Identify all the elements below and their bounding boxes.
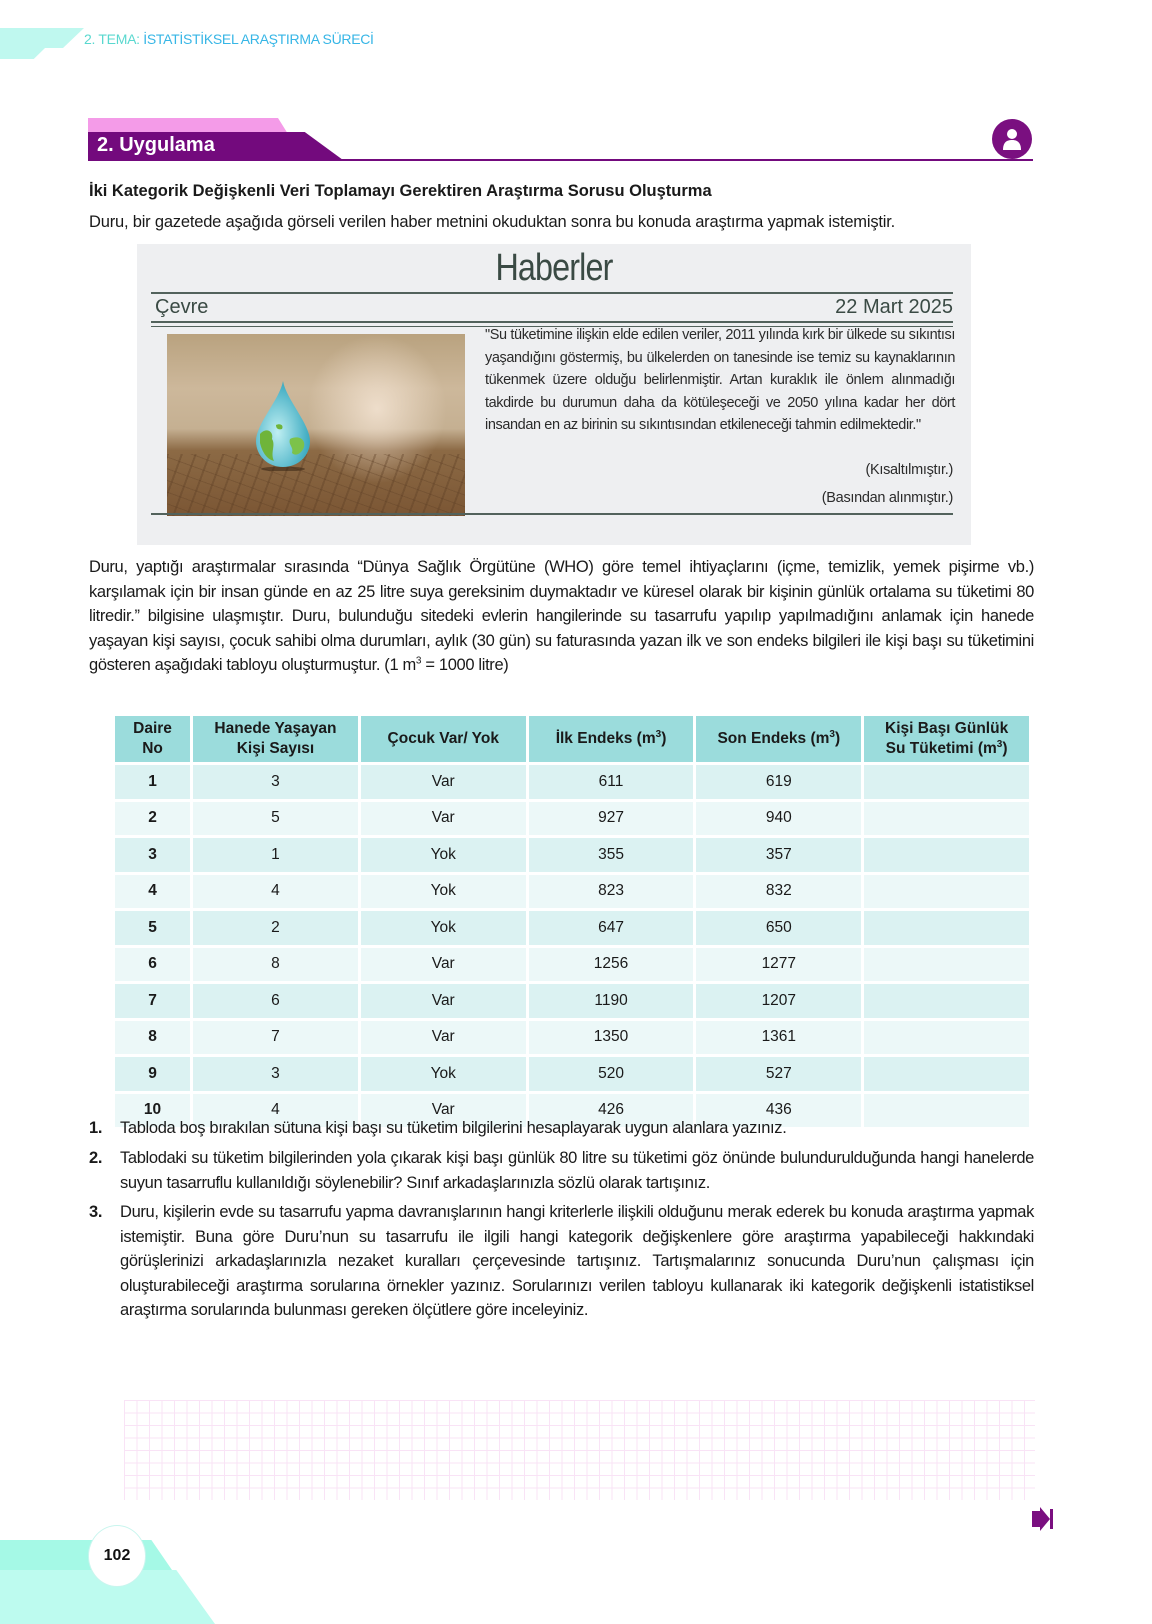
col-header-last-index: Son Endeks $(m^3)$ <box>696 716 861 762</box>
water-drop-icon <box>254 379 312 471</box>
source-note: (Basından alınmıştır.) <box>821 490 953 506</box>
water-consumption-table <box>112 713 1032 1130</box>
cell-last-index: 357 <box>696 838 861 872</box>
question-text: Tablodaki su tüketim bilgilerinden yola çıkarak kişi başı günlük 80 litre su tüketimi göz önünde bulundurulduğunda hangi hanelerde suyun tasarruflu kullanıldığı söylenebilir? Sınıf arkadaşlarınızla sözlü olarak tartışınız. <box>120 1149 1034 1192</box>
theme-name: İSTATİSTİKSEL ARAŞTIRMA SÜRECİ <box>143 31 374 47</box>
next-page-arrow-icon[interactable] <box>1032 1507 1054 1531</box>
cell-first-index: 1256 <box>529 948 694 982</box>
col-header-people: Hanede Yaşayan Kişi Sayısı <box>193 716 358 762</box>
table-row <box>115 911 1029 945</box>
cell-last-index: 1361 <box>696 1021 861 1055</box>
table-row <box>115 1057 1029 1091</box>
cell-child: Var <box>361 1094 526 1128</box>
cell-per-person-input[interactable] <box>864 765 1029 799</box>
cell-per-person-input[interactable] <box>864 875 1029 909</box>
question-3 <box>89 1200 1034 1323</box>
water-drop-earth-image <box>167 334 465 516</box>
cell-per-person-input[interactable] <box>864 1057 1029 1091</box>
divider <box>151 292 953 294</box>
cell-people: 2 <box>193 911 358 945</box>
cell-last-index: 650 <box>696 911 861 945</box>
divider <box>151 513 953 515</box>
cell-last-index: 619 <box>696 765 861 799</box>
cell-per-person-input[interactable] <box>864 1021 1029 1055</box>
table-row <box>115 984 1029 1018</box>
question-text: Tabloda boş bırakılan sütuna kişi başı su tüketim bilgilerini hesaplayarak uygun alanlara yazınız. <box>120 1119 787 1137</box>
activity-heading: İki Kategorik Değişkenli Veri Toplamayı Gerektiren Araştırma Sorusu Oluşturma <box>89 182 712 200</box>
cell-child: Yok <box>361 875 526 909</box>
cell-people: 4 <box>193 875 358 909</box>
cell-per-person-input[interactable] <box>864 838 1029 872</box>
news-category: Çevre <box>155 296 209 318</box>
activity-intro: Duru, bir gazetede aşağıda görseli verilen haber metnini okuduktan sonra bu konuda araştırma yapmak istemiştir. <box>89 213 895 231</box>
cell-people: 7 <box>193 1021 358 1055</box>
cell-no: 5 <box>115 911 190 945</box>
cell-no: 3 <box>115 838 190 872</box>
question-1 <box>89 1116 1034 1141</box>
cell-last-index: 1207 <box>696 984 861 1018</box>
cell-no: 4 <box>115 875 190 909</box>
table-row <box>115 948 1029 982</box>
cell-child: Var <box>361 765 526 799</box>
cell-no: 7 <box>115 984 190 1018</box>
table-row <box>115 838 1029 872</box>
cell-first-index: 355 <box>529 838 694 872</box>
cell-people: 4 <box>193 1094 358 1128</box>
cell-per-person-input[interactable] <box>864 984 1029 1018</box>
theme-prefix: 2. TEMA: <box>84 31 140 47</box>
news-date: 22 Mart 2025 <box>835 296 953 318</box>
table-row <box>115 765 1029 799</box>
section-title: 2. Uygulama <box>97 134 215 156</box>
table-row <box>115 802 1029 836</box>
cell-first-index: 520 <box>529 1057 694 1091</box>
cell-people: 1 <box>193 838 358 872</box>
cell-no: 9 <box>115 1057 190 1091</box>
cell-no: 10 <box>115 1094 190 1128</box>
cell-first-index: 927 <box>529 802 694 836</box>
page-number-badge <box>88 1525 146 1587</box>
cell-last-index: 527 <box>696 1057 861 1091</box>
paragraph-text-end: = 1000 litre) <box>421 656 509 674</box>
cell-last-index: 832 <box>696 875 861 909</box>
footer-decoration <box>0 1540 172 1570</box>
cell-last-index: 1277 <box>696 948 861 982</box>
cell-child: Var <box>361 1021 526 1055</box>
problem-paragraph <box>89 555 1034 678</box>
cell-people: 5 <box>193 802 358 836</box>
table-header-row <box>115 716 1029 762</box>
cell-no: 2 <box>115 802 190 836</box>
cell-no: 8 <box>115 1021 190 1055</box>
question-number: 1. <box>89 1119 103 1137</box>
paragraph-text: Duru, yaptığı araştırmalar sırasında “Dünya Sağlık Örgütüne (WHO) göre temel ihtiyaçlarını (içme, temizlik, yemek pişirme vb.) karşılamak için bir insan günde en az 25 litre suya gereksinim duymaktadır ve küresel olarak bir kişinin günlük ortalama su tüketimi 80 litredir.” bilgisine ulaşmıştır. Duru, bulunduğu sitedeki evlerin hangilerinde su tasarrufu yapılıp yapılmadığını anlamak için hanede yaşayan kişi sayısı, çocuk sahibi olma durumları, aylık (30 gün) su faturasında yazan ilk ve son endeks bilgileri ile kişi başı su tüketimini gösteren aşağıdaki tabloyu oluşturmuştur. (1 m <box>89 558 1034 674</box>
cell-first-index: 426 <box>529 1094 694 1128</box>
cell-last-index: 940 <box>696 802 861 836</box>
cell-people: 3 <box>193 1057 358 1091</box>
cell-people: 6 <box>193 984 358 1018</box>
table-row <box>115 1021 1029 1055</box>
cell-first-index: 823 <box>529 875 694 909</box>
cell-last-index: 436 <box>696 1094 861 1128</box>
cell-people: 8 <box>193 948 358 982</box>
col-header-per-person: Kişi Başı Günlük Su Tüketimi $(m^3)$ <box>864 716 1029 762</box>
answer-grid-area[interactable] <box>124 1400 1035 1500</box>
cell-child: Yok <box>361 1057 526 1091</box>
cell-first-index: 611 <box>529 765 694 799</box>
abridged-note: (Kısaltılmıştır.) <box>865 462 953 478</box>
table-row <box>115 875 1029 909</box>
cell-child: Var <box>361 802 526 836</box>
cell-child: Yok <box>361 911 526 945</box>
cell-first-index: 647 <box>529 911 694 945</box>
question-number: 3. <box>89 1203 103 1221</box>
news-clipping <box>137 244 971 545</box>
superscript: 3 <box>415 655 422 667</box>
page-number: 102 <box>103 1547 131 1564</box>
col-header-child: Çocuk Var/ Yok <box>361 716 526 762</box>
section-bar <box>88 118 1035 162</box>
cell-per-person-input[interactable] <box>864 911 1029 945</box>
cell-child: Var <box>361 984 526 1018</box>
cell-people: 3 <box>193 765 358 799</box>
question-2 <box>89 1146 1034 1195</box>
cell-no: 6 <box>115 948 190 982</box>
cell-child: Var <box>361 948 526 982</box>
col-header-daire-no: Daire No <box>115 716 190 762</box>
col-header-first-index: İlk Endeks $(m^3)$ <box>529 716 694 762</box>
cell-first-index: 1190 <box>529 984 694 1018</box>
divider <box>151 321 953 323</box>
news-title: Haberler <box>495 247 613 289</box>
cell-per-person-input[interactable] <box>864 948 1029 982</box>
cell-no: 1 <box>115 765 190 799</box>
theme-title <box>84 31 374 47</box>
cell-child: Yok <box>361 838 526 872</box>
header-decoration <box>0 28 90 62</box>
question-number: 2. <box>89 1149 103 1167</box>
question-text: Duru, kişilerin evde su tasarrufu yapma davranışlarının hangi kriterlerle ilişkili olduğunu merak ederek bu konuda araştırma yapmak istemiştir. Buna göre Duru’nun su tasarrufu ile ilgili hangi kategorik değişkenlere göre araştırma yapabileceği hakkındaki görüşlerinizi arkadaşlarınızla nezaket kuralları çerçevesinde tartışınız. Tartışmalarınız sonucunda Duru’nun çalışması için oluşturabileceği araştırma sorularına örnekler yazınız. Sorularınızı verilen tabloyu kullanarak iki kategorik değişkenli istatistiksel araştırma sorularında bulunması gereken ölçütlere göre inceleyiniz. <box>120 1203 1034 1319</box>
news-text: "Su tüketimine ilişkin elde edilen veriler, 2011 yılında kırk bir ülkede su sıkıntısı yaşandığını göstermiş, bu ülkelerden on tanesinde ise temiz su kaynaklarının tükenmek üzere olduğu belirlenmiştir. Artan kuraklık ile önlem alınmadığı takdirde bu durumun daha da kötüleşeceği ve 2050 yılına kadar her dört insandan en az birinin su sıkıntısından etkileneceği tahmin edilmektedir." <box>485 327 955 433</box>
cell-per-person-input[interactable] <box>864 802 1029 836</box>
cell-first-index: 1350 <box>529 1021 694 1055</box>
person-icon <box>992 119 1032 159</box>
